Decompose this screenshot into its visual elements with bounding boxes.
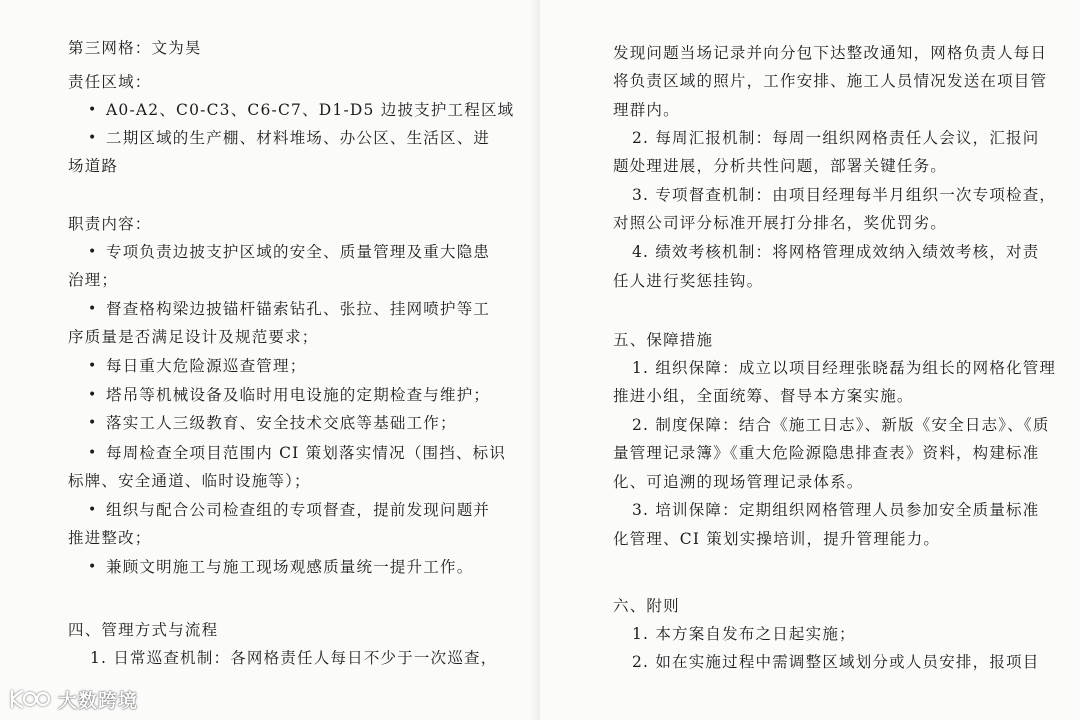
bullet-icon: •	[88, 244, 97, 260]
area-heading: 责任区域：	[68, 73, 152, 91]
guarantee-item-1: 1. 组织保障：成立以项目经理张晓磊为组长的网格化管理	[632, 359, 1057, 377]
flow-item-2: 2. 每周汇报机制：每周一组织网格责任人会议，汇报问	[632, 129, 1040, 147]
area-item-1: A0-A2、C0-C3、C6-C7、D1-D5 边披支护工程区域	[106, 101, 515, 119]
bullet-icon: •	[88, 502, 97, 518]
duty-item-7: 组织与配合公司检查组的专项督查，提前发现问题并	[106, 501, 491, 519]
annex-item-2: 2. 如在实施过程中需调整区域划分或人员安排，报项目	[632, 653, 1040, 671]
guarantee-item-3: 3. 培训保障：定期组织网格管理人员参加安全质量标准	[632, 501, 1040, 519]
guarantee-item-2: 2. 制度保障：结合《施工日志》、新版《安全日志》、《质	[632, 416, 1050, 434]
grid-title: 第三网格：文为昊	[68, 39, 202, 57]
brand-logo-icon	[8, 687, 52, 711]
flow-item-1: 1. 日常巡查机制：各网格责任人每日不少于一次巡查，	[90, 649, 498, 667]
flow-item-1-cont-a: 发现问题当场记录并向分包下达整改通知，网格负责人每日	[613, 44, 1048, 62]
guarantee-item-2-cont-b: 化、可追溯的现场管理记录体系。	[613, 473, 864, 491]
annex-item-1: 1. 本方案自发布之日起实施；	[632, 625, 856, 643]
duty-heading: 职责内容：	[68, 215, 152, 233]
bullet-icon: •	[88, 301, 97, 317]
flow-item-4: 4. 绩效考核机制：将网格管理成效纳入绩效考核，对责	[632, 243, 1040, 261]
section-heading-4: 四、管理方式与流程	[68, 621, 219, 639]
bullet-icon: •	[88, 415, 97, 431]
right-page	[540, 0, 1080, 720]
duty-item-1: 专项负责边披支护区域的安全、质量管理及重大隐患	[106, 243, 491, 261]
flow-item-1-cont-c: 理群内。	[613, 101, 680, 119]
duty-item-4: 塔吊等机械设备及临时用电设施的定期检查与维护；	[106, 386, 491, 404]
duty-item-7-cont: 推进整改；	[68, 529, 152, 547]
area-item-2-cont: 场道路	[68, 157, 119, 175]
duty-item-8: 兼顾文明施工与施工现场观感质量统一提升工作。	[106, 558, 474, 576]
duty-item-5: 落实工人三级教育、安全技术交底等基础工作；	[106, 414, 457, 432]
bullet-icon: •	[88, 559, 97, 575]
flow-item-3: 3. 专项督查机制：由项目经理每半月组织一次专项检查，	[632, 186, 1057, 204]
duty-item-6: 每周检查全项目范围内 CI 策划落实情况（围挡、标识	[106, 444, 507, 462]
guarantee-item-3-cont: 化管理、CI 策划实操培训，提升管理能力。	[613, 530, 941, 548]
bullet-icon: •	[88, 358, 97, 374]
duty-item-6-cont: 标牌、安全通道、临时设施等）；	[68, 472, 311, 490]
duty-item-2-cont: 序质量是否满足设计及规范要求；	[68, 328, 319, 346]
area-item-2: 二期区域的生产棚、材料堆场、办公区、生活区、进	[106, 129, 491, 147]
bullet-icon: •	[88, 445, 97, 461]
section-heading-6: 六、附则	[613, 597, 680, 615]
flow-item-4-cont: 任人进行奖惩挂钩。	[613, 272, 764, 290]
duty-item-2: 督查格构梁边披锚杆锚索钻孔、张拉、挂网喷护等工	[106, 300, 491, 318]
guarantee-item-1-cont: 推进小组，全面统筹、督导本方案实施。	[613, 387, 914, 405]
watermark	[8, 684, 138, 714]
duty-item-3: 每日重大危险源巡查管理；	[106, 357, 307, 375]
bullet-icon: •	[88, 387, 97, 403]
section-heading-5: 五、保障措施	[613, 331, 714, 349]
flow-item-3-cont: 对照公司评分标准开展打分排名，奖优罚劣。	[613, 214, 948, 232]
flow-item-1-cont-b: 将负责区域的照片，工作安排、施工人员情况发送在项目管	[613, 72, 1048, 90]
bullet-icon: •	[88, 130, 97, 146]
watermark-text: 大数跨境	[58, 689, 139, 712]
duty-item-1-cont: 治理；	[68, 271, 119, 289]
bullet-icon: •	[88, 102, 97, 118]
guarantee-item-2-cont-a: 量管理记录簿》《重大危险源隐患排查表》资料，构建标准	[613, 444, 1040, 462]
flow-item-2-cont: 题处理进展，分析共性问题，部署关键任务。	[613, 157, 948, 175]
